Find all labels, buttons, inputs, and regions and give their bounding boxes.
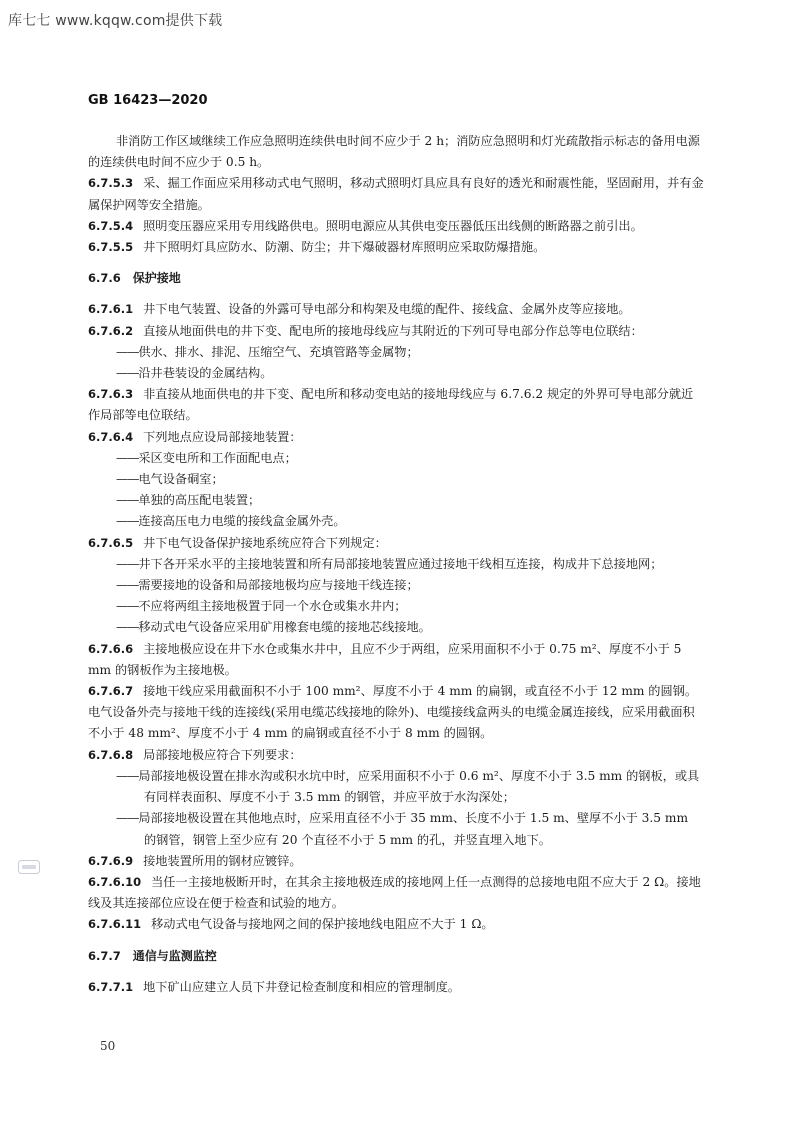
clause-number: 6.7.5.3	[88, 176, 134, 191]
clause	[88, 745, 704, 766]
list-item-text: 局部接地极设置在其他地点时，应采用直径不小于 35 mm、长度不小于 1.5 m、壁厚不小于 3.5 mm 的钢管，钢管上至少应有 20 个直径不小于 5 mm 的孔，并竖直埋入地下。	[138, 811, 689, 847]
clause-number: 6.7.5.5	[88, 240, 134, 255]
list-item-text: 移动式电气设备应采用矿用橡套电缆的接地芯线接地。	[138, 620, 431, 635]
clause-text: 移动式电气设备与接地网之间的保护接地线电阻应不大于 1 Ω。	[151, 917, 494, 932]
list-item	[88, 448, 704, 469]
list-item-text: 采区变电所和工作面配电点；	[138, 450, 297, 465]
clause	[88, 173, 704, 215]
clause-text: 非直接从地面供电的井下变、配电所和移动变电站的接地母线应与 6.7.6.2 规定的外界可导电部分就近作局部等电位联结。	[88, 387, 694, 423]
list-item	[88, 363, 704, 384]
clause-number: 6.7.6.1	[88, 302, 134, 317]
list-item-text: 单独的高压配电装置；	[138, 493, 261, 508]
list-item-text: 需要接地的设备和局部接地极均应与接地干线连接；	[138, 578, 419, 593]
clause-text: 井下电气装置、设备的外露可导电部分和构架及电缆的配件、接线盒、金属外皮等应接地。	[143, 302, 631, 317]
document-body	[88, 131, 704, 998]
clause-number: 6.7.6.11	[88, 917, 142, 932]
clause	[88, 216, 704, 237]
list-item	[88, 617, 704, 638]
list-item-text: 井下各开采水平的主接地装置和所有局部接地装置应通过接地干线相互连接，构成井下总接地网；	[138, 556, 663, 571]
dash-marker: ——	[116, 578, 139, 593]
clause-text: 局部接地极应符合下列要求：	[143, 747, 302, 762]
clause-number: 6.7.5.4	[88, 218, 134, 233]
list-item	[88, 808, 704, 850]
dash-marker: ——	[116, 450, 139, 465]
clause-number: 6.7.7.1	[88, 979, 134, 994]
list-item-text: 供水、排水、排泥、压缩空气、充填管路等金属物；	[138, 344, 419, 359]
section-heading	[88, 268, 704, 289]
section-number: 6.7.7	[88, 948, 121, 963]
list-item	[88, 469, 704, 490]
clause-number: 6.7.6.2	[88, 323, 134, 338]
clause-number: 6.7.6.8	[88, 747, 134, 762]
clause	[88, 681, 704, 745]
clause-number: 6.7.6.9	[88, 853, 134, 868]
list-item	[88, 342, 704, 363]
paragraph: 非消防工作区域继续工作应急照明连续供电时间不应少于 2 h；消防应急照明和灯光疏散指示标志的备用电源的连续供电时间不应少于 0.5 h。	[88, 134, 700, 170]
clause	[88, 427, 704, 448]
clause-text: 当任一主接地极断开时，在其余主接地极连成的接地网上任一点测得的总接地电阻不应大于 2 Ω。接地线及其连接部位应设在便于检查和试验的地方。	[88, 874, 701, 911]
section-number: 6.7.6	[88, 271, 121, 286]
dash-marker: ——	[116, 514, 139, 529]
clause	[88, 299, 704, 320]
standard-header: GB 16423—2020	[88, 93, 208, 108]
list-item	[88, 575, 704, 596]
clause-number: 6.7.6.3	[88, 387, 134, 402]
list-item-text: 不应将两组主接地极置于同一个水仓或集水井内；	[138, 599, 407, 614]
watermark-text: 库七七 www.kqqw.com提供下载	[8, 13, 223, 29]
clause-text: 照明变压器应采用专用线路供电。照明电源应从其供电变压器低压出线侧的断路器之前引出。	[143, 218, 643, 233]
clause-number: 6.7.6.4	[88, 429, 134, 444]
clause-text: 井下照明灯具应防水、防潮、防尘；井下爆破器材库照明应采取防爆措施。	[143, 240, 546, 255]
clause	[88, 384, 704, 426]
clause	[88, 533, 704, 554]
clause	[88, 914, 704, 935]
clause-text: 主接地极应设在井下水仓或集水井中，且应不少于两组，应采用面积不小于 0.75 m²、厚度不小于 5 mm 的钢板作为主接地极。	[88, 641, 682, 677]
dash-marker: ——	[116, 768, 139, 783]
section-heading	[88, 946, 704, 967]
clause-text: 下列地点应设局部接地装置：	[143, 429, 302, 444]
dash-marker: ——	[116, 344, 139, 359]
clause	[88, 639, 704, 681]
clause	[88, 237, 704, 258]
dash-marker: ——	[116, 472, 139, 487]
clause	[88, 851, 704, 872]
dash-marker: ——	[116, 493, 139, 508]
clause-text: 直接从地面供电的井下变、配电所的接地母线应与其附近的下列可导电部分作总等电位联结：	[143, 323, 643, 338]
list-item	[88, 554, 704, 575]
dash-marker: ——	[116, 811, 139, 826]
clause-number: 6.7.6.10	[88, 874, 142, 889]
list-item-text: 局部接地极设置在排水沟或积水坑中时，应采用面积不小于 0.6 m²、厚度不小于 3.5 mm 的钢板，或具有同样表面积、厚度不小于 3.5 mm 的钢管，并应平放于水沟深处；	[138, 768, 700, 805]
dash-marker: ——	[116, 556, 139, 571]
clause	[88, 977, 704, 998]
clause-text: 井下电气设备保护接地系统应符合下列规定：	[143, 535, 387, 550]
clause	[88, 872, 704, 914]
section-title: 保护接地	[132, 271, 181, 286]
clause-text: 地下矿山应建立人员下井登记检查制度和相应的管理制度。	[143, 979, 460, 994]
list-item-text: 电气设备硐室；	[138, 472, 224, 487]
clause-number: 6.7.6.6	[88, 641, 134, 656]
list-item	[88, 596, 704, 617]
clause	[88, 321, 704, 342]
dash-marker: ——	[116, 620, 139, 635]
list-item	[88, 766, 704, 808]
clause-number: 6.7.6.5	[88, 535, 134, 550]
list-item	[88, 511, 704, 532]
clause-text: 接地干线应采用截面积不小于 100 mm²、厚度不小于 4 mm 的扁钢，或直径不小于 12 mm 的圆钢。电气设备外壳与接地干线的连接线(采用电缆芯线接地的除外)、电缆接线盒两头的电缆金属连接线，应采用截面积不小于 48 mm²、厚度不小于 4 mm 的扁钢或直径不小于 8 mm 的圆钢。	[88, 684, 698, 741]
dash-marker: ——	[116, 366, 139, 381]
list-item-text: 连接高压电力电缆的接线盒金属外壳。	[138, 514, 346, 529]
clause-number: 6.7.6.7	[88, 684, 134, 699]
clause-text: 采、掘工作面应采用移动式电气照明，移动式照明灯具应具有良好的透光和耐震性能，坚固耐用，并有金属保护网等安全措施。	[88, 176, 704, 212]
page-number: 50	[100, 1039, 116, 1053]
clause-text: 接地装置所用的钢材应镀锌。	[143, 853, 302, 868]
list-item-text: 沿井巷装设的金属结构。	[138, 366, 273, 381]
section-title: 通信与监测监控	[132, 948, 217, 963]
side-logo-icon	[18, 860, 40, 874]
dash-marker: ——	[116, 599, 139, 614]
list-item	[88, 490, 704, 511]
